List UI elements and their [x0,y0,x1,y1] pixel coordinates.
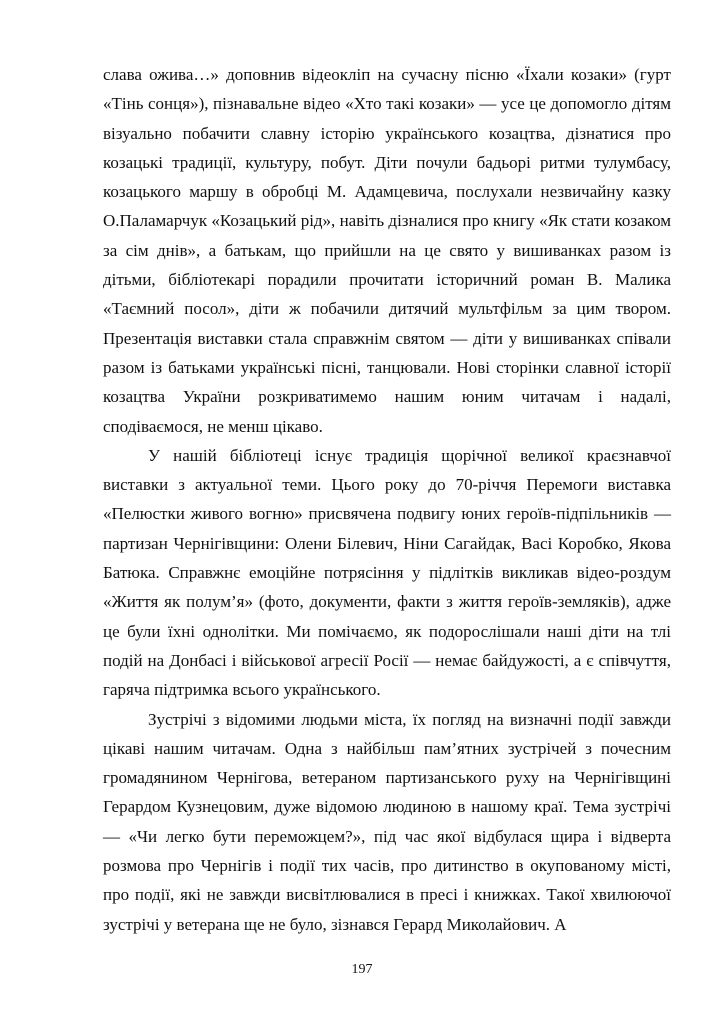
page-number: 197 [351,962,373,977]
paragraph-3: Зустрічі з відомими людьми міста, їх погляд на визначні події завжди цікаві нашим читачам. Одна з найбільш пам’ятних зустрічей з почесним громадянином Чернігова, ветераном партизанського руху на Чернігівщині Герардом Кузнецовим, дуже відомою людиною в нашому краї. Тема зустрічі — «Чи легко бути переможцем?», під час якої відбулася щира і відверта розмова про Чернігів і події тих часів, про дитинство в окупованому місті, про події, які не завжди висвітлювалися в пресі і книжках. Такої хвилюючої зустрічі у ветерана ще не було, зізнався Герард Миколайович. А [103,709,671,934]
page-body [103,60,671,939]
paragraph-1: слава ожива…» доповнив відеокліп на сучасну пісню «Їхали козаки» (гурт «Тінь сонця»), пізнавальне відео «Хто такі козаки» — усе це допомогло дітям візуально побачити славну історію українського козацтва, дізнатися про козацькі традиції, культуру, побут. Діти почули бадьорі ритми тулумбасу, козацького маршу в обробці М. Адамцевича, послухали незвичайну казку О.Паламарчук «Козацький рід», навіть дізналися про книгу «Як стати козаком за сім днів», а батькам, що прийшли на це свято у вишиванках разом із дітьми, бібліотекарі порадили прочитати історичний роман В. Малика «Таємний посол», діти ж побачили дитячий мультфільм за цим твором. Презентація виставки стала справжнім святом — діти у вишиванках співали разом із батьками українські пісні, танцювали. Нові сторінки славної історії козацтва України розкриватимемо нашим юним читачам і надалі, сподіваємося, не менш цікаво. [103,65,671,436]
paragraph-2: У нашій бібліотеці існує традиція щорічної великої краєзнавчої виставки з актуальної теми. Цього року до 70-річчя Перемоги виставка «Пелюстки живого вогню» присвячена подвигу юних героїв-підпільників — партизан Чернігівщини: Олени Білевич, Ніни Сагайдак, Васі Коробко, Якова Батюка. Справжнє емоційне потрясіння у підлітків викликав відео-роздум «Життя як полум’я» (фото, документи, факти з життя героїв-земляків), адже це були їхні однолітки. Ми помічаємо, як подорослішали наші діти на тлі подій на Донбасі і військової агресії Росії — немає байдужості, а є співчуття, гаряча підтримка всього українського. [103,445,671,700]
